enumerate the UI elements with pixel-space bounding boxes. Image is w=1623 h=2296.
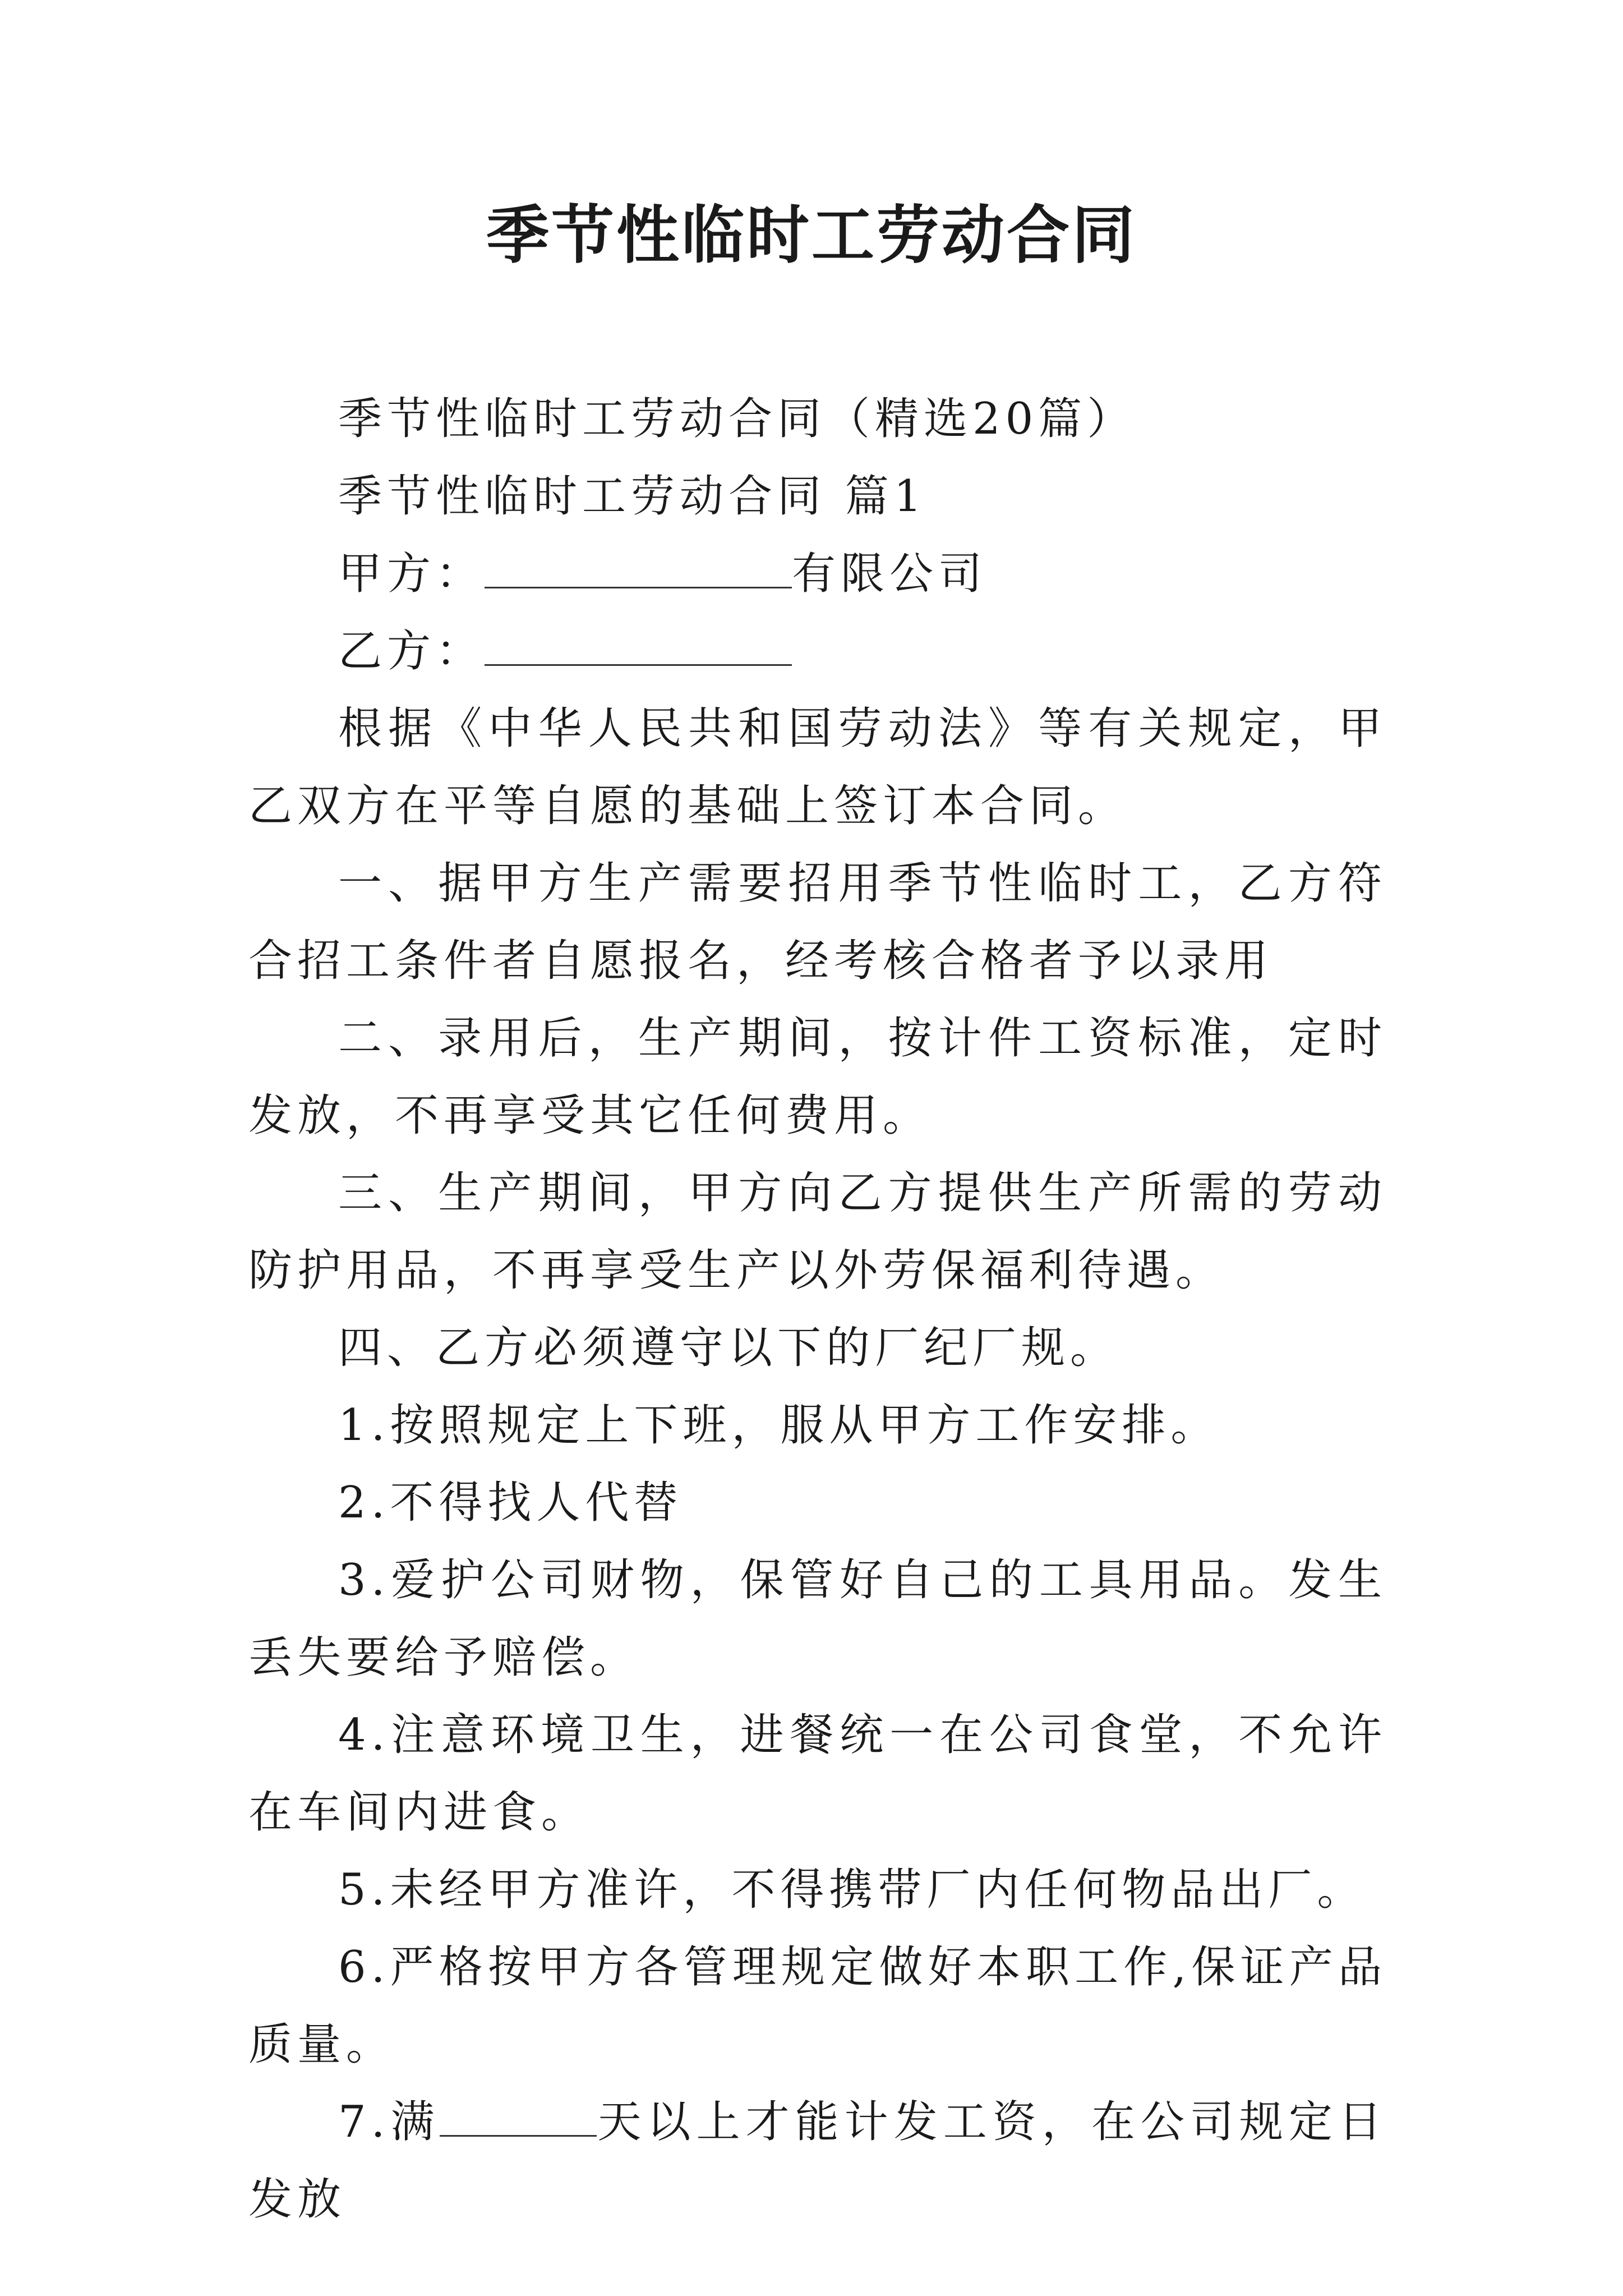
rule-2: 2.不得找人代替	[338, 1478, 683, 1528]
rule-7-days-blank	[440, 2096, 597, 2137]
rule-5: 5.未经甲方准许，不得携带厂内任何物品出厂。	[338, 1865, 1366, 1915]
party-b-label: 乙方：	[338, 626, 485, 677]
party-b-blank	[485, 625, 792, 666]
article-4: 四、乙方必须遵守以下的厂纪厂规。	[338, 1323, 1119, 1373]
document-body	[248, 380, 1387, 2238]
rule-7-prefix: 7.满	[338, 2097, 440, 2147]
rule-1: 1.按照规定上下班，服从甲方工作安排。	[338, 1400, 1220, 1451]
rule-7	[248, 2083, 1387, 2238]
party-a-label: 甲方：	[338, 549, 485, 599]
article-3: 三、生产期间，甲方向乙方提供生产所需的劳动防护用品，不再享受生产以外劳保福利待遇。	[248, 1168, 1387, 1296]
rule-6: 6.严格按甲方各管理规定做好本职工作,保证产品质量。	[248, 1942, 1387, 2070]
party-b-line	[248, 613, 1387, 690]
article-1: 一、据甲方生产需要招用季节性临时工，乙方符合招工条件者自愿报名，经考核合格者予以录用	[248, 858, 1387, 986]
article-2: 二、录用后，生产期间，按计件工资标准，定时发放，不再享受其它任何费用。	[248, 1013, 1387, 1141]
rule-3: 3.爱护公司财物，保管好自己的工具用品。发生丢失要给予赔偿。	[248, 1555, 1387, 1683]
rule-4: 4.注意环境卫生，进餐统一在公司食堂，不允许在车间内进食。	[248, 1710, 1387, 1838]
intro-paragraph: 根据《中华人民共和国劳动法》等有关规定，甲乙双方在平等自愿的基础上签订本合同。	[248, 703, 1387, 831]
party-a-blank	[485, 547, 792, 588]
party-a-suffix: 有限公司	[792, 549, 988, 599]
rule-7-suffix: 天以上才能计发工资，在公司规定日发放	[248, 2097, 1387, 2225]
subtitle: 季节性临时工劳动合同（精选20篇）	[338, 394, 1136, 444]
document-title: 季节性临时工劳动合同	[486, 199, 1137, 272]
section-heading: 季节性临时工劳动合同 篇1	[338, 471, 927, 522]
party-a-line	[248, 535, 1387, 613]
